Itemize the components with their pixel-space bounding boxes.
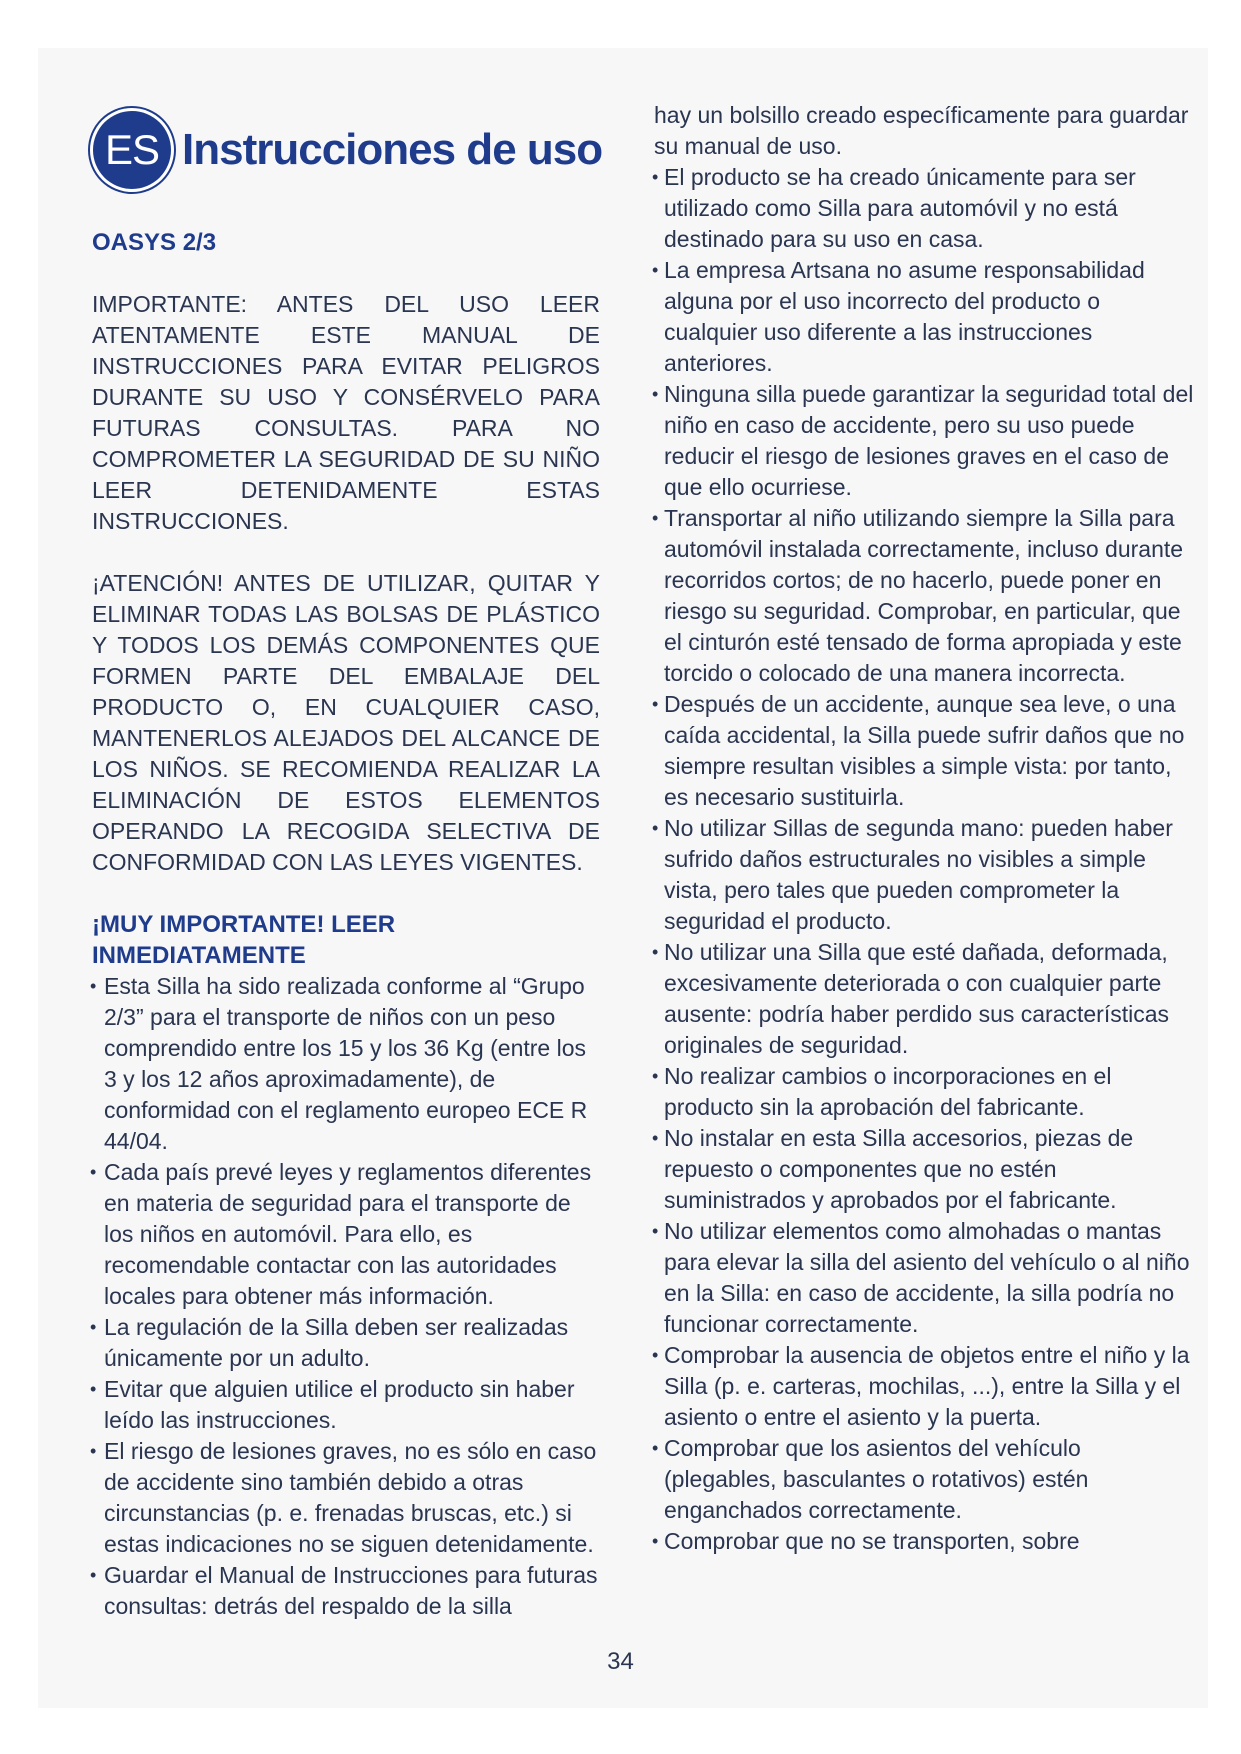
list-item: • Evitar que alguien utilice el producto sin haber leído las instrucciones. [92, 1374, 600, 1436]
left-column [92, 227, 600, 1622]
list-item: • Comprobar que los asientos del vehículo (plegables, basculantes o rotativos) estén enganchados correctamente. [654, 1433, 1197, 1526]
language-badge: ES [90, 108, 174, 192]
list-item: • Comprobar la ausencia de objetos entre el niño y la Silla (p. e. carteras, mochilas, ...), entre la Silla y el asiento o entre el asiento y la puerta. [654, 1340, 1197, 1433]
page-number: 34 [607, 1648, 634, 1675]
list-item: • No utilizar Sillas de segunda mano: pueden haber sufrido daños estructurales no visibles a simple vista, pero tales que pueden comprometer la seguridad el producto. [654, 813, 1197, 937]
list-item: • Esta Silla ha sido realizada conforme al “Grupo 2/3” para el transporte de niños con un peso comprendido entre los 15 y los 36 Kg (entre los 3 y los 12 años aproximadamente), de conformidad con el reglamento europeo ECE R 44/04. [92, 971, 600, 1157]
list-item: • Comprobar que no se transporten, sobre [654, 1526, 1197, 1557]
list-item: • No instalar en esta Silla accesorios, piezas de repuesto o componentes que no estén suministrados y aprobados por el fabricante. [654, 1123, 1197, 1216]
list-item: • El riesgo de lesiones graves, no es sólo en caso de accidente sino también debido a otras circunstancias (p. e. frenadas bruscas, etc.) si estas indicaciones no se siguen detenidamente. [92, 1436, 600, 1560]
list-item: • El producto se ha creado únicamente para ser utilizado como Silla para automóvil y no está destinado para su uso en casa. [654, 162, 1197, 255]
list-item: • Guardar el Manual de Instrucciones para futuras consultas: detrás del respaldo de la silla [92, 1560, 600, 1622]
list-item: • Ninguna silla puede garantizar la seguridad total del niño en caso de accidente, pero su uso puede reducir el riesgo de lesiones graves en el caso de que ello ocurriese. [654, 379, 1197, 503]
section-heading: ¡MUY IMPORTANTE! LEER INMEDIATAMENTE [92, 911, 396, 969]
list-item: • Transportar al niño utilizando siempre la Silla para automóvil instalada correctamente, incluso durante recorridos cortos; de no hacerlo, puede poner en riesgo su seguridad. Comprobar, en particular, que el cinturón esté tensado de forma apropiada y este torcido o colocado de una manera incorrecta. [654, 503, 1197, 689]
left-bullet-list [92, 971, 600, 1622]
attention-notice: ¡ATENCIÓN! ANTES DE UTILIZAR, QUITAR Y ELIMINAR TODAS LAS BOLSAS DE PLÁSTICO Y TODOS LOS DEMÁS COMPONENTES QUE FORMEN PARTE DEL EMBALAJE DEL PRODUCTO O, EN CUALQUIER CASO, MANTENERLOS ALEJADOS DEL ALCANCE DE LOS NIÑOS. SE RECOMIENDA REALIZAR LA ELIMINACIÓN DE ESTOS ELEMENTOS OPERANDO LA RECOGIDA SELECTIVA DE CONFORMIDAD CON LAS LEYES VIGENTES. [92, 570, 600, 875]
page-title: Instrucciones de uso [182, 125, 603, 174]
important-notice: IMPORTANTE: ANTES DEL USO LEER ATENTAMENTE ESTE MANUAL DE INSTRUCCIONES PARA EVITAR PELIGROS DURANTE SU USO Y CONSÉRVELO PARA FUTURAS CONSULTAS. PARA NO COMPROMETER LA SEGURIDAD DE SU NIÑO LEER DETENIDAMENTE ESTAS INSTRUCCIONES. [92, 291, 600, 534]
list-item: • Cada país prevé leyes y reglamentos diferentes en materia de seguridad para el transporte de los niños en automóvil. Para ello, es recomendable contactar con las autoridades locales para obtener más información. [92, 1157, 600, 1312]
header [90, 108, 602, 192]
list-item: • No utilizar una Silla que esté dañada, deformada, excesivamente deteriorada o con cualquier parte ausente: podría haber perdido sus características originales de seguridad. [654, 937, 1197, 1061]
continuation-text: hay un bolsillo creado específicamente para guardar su manual de uso. [654, 102, 1189, 159]
list-item: • La empresa Artsana no asume responsabilidad alguna por el uso incorrecto del producto o cualquier uso diferente a las instrucciones anteriores. [654, 255, 1197, 379]
list-item: • No utilizar elementos como almohadas o mantas para elevar la silla del asiento del vehículo o al niño en la Silla: en caso de accidente, la silla podría no funcionar correctamente. [654, 1216, 1197, 1340]
list-item: • No realizar cambios o incorporaciones en el producto sin la aprobación del fabricante. [654, 1061, 1197, 1123]
model-name: OASYS 2/3 [92, 229, 217, 256]
list-item: • Después de un accidente, aunque sea leve, o una caída accidental, la Silla puede sufrir daños que no siempre resultan visibles a simple vista: por tanto, es necesario sustituirla. [654, 689, 1197, 813]
right-column [654, 100, 1197, 1557]
right-bullet-list [654, 162, 1197, 1557]
list-item: • La regulación de la Silla deben ser realizadas únicamente por un adulto. [92, 1312, 600, 1374]
